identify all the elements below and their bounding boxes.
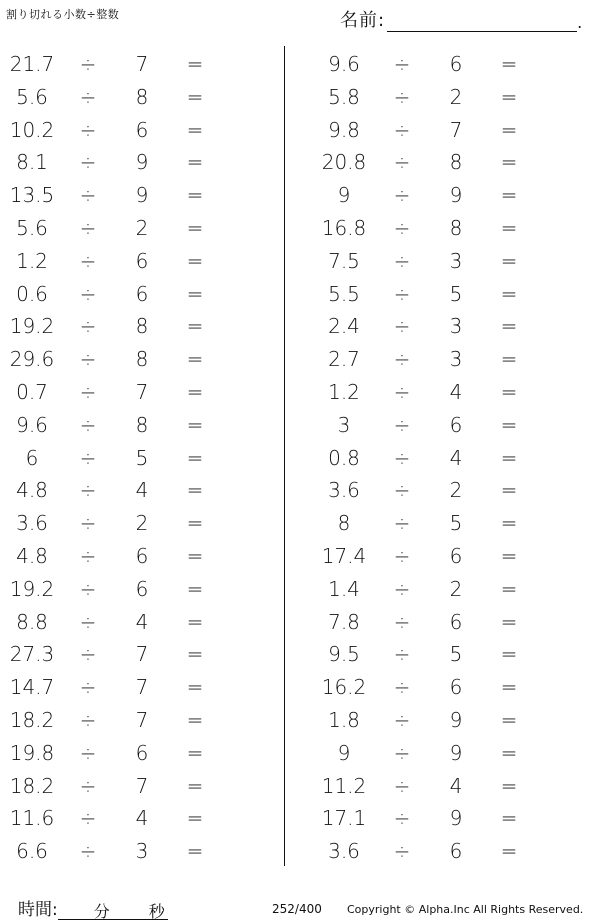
equals-sign: =: [500, 511, 518, 536]
dividend: 8.8: [16, 609, 48, 634]
divisor: 9: [449, 806, 463, 831]
problem-row: [0, 704, 284, 737]
dividend: 4.8: [16, 543, 48, 568]
division-sign: ÷: [393, 609, 411, 634]
problem-row: [0, 48, 284, 81]
equals-sign: =: [186, 445, 204, 470]
seconds-unit: 秒: [148, 902, 165, 921]
division-sign: ÷: [393, 379, 411, 404]
equals-sign: =: [500, 150, 518, 175]
division-sign: ÷: [393, 839, 411, 864]
division-sign: ÷: [79, 478, 97, 503]
division-sign: ÷: [393, 642, 411, 667]
division-sign: ÷: [79, 445, 97, 470]
problem-row: [300, 442, 600, 475]
equals-sign: =: [186, 150, 204, 175]
dividend: 3: [337, 412, 351, 437]
equals-sign: =: [186, 609, 204, 634]
equals-sign: =: [500, 445, 518, 470]
problem-row: [300, 802, 600, 835]
dividend: 0.7: [16, 379, 48, 404]
problem-row: [300, 310, 600, 343]
copyright-notice: Copyright © Alpha.Inc All Rights Reserved.: [347, 903, 584, 916]
equals-sign: =: [500, 379, 518, 404]
equals-sign: =: [186, 117, 204, 142]
dividend: 6.6: [16, 839, 48, 864]
divisor: 9: [449, 707, 463, 732]
division-sign: ÷: [79, 773, 97, 798]
division-sign: ÷: [79, 117, 97, 142]
dividend: 16.8: [321, 215, 367, 240]
equals-sign: =: [500, 806, 518, 831]
dividend: 9.6: [328, 52, 360, 76]
dividend: 3.6: [16, 511, 48, 536]
dividend: 9.6: [16, 412, 48, 437]
divisor: 3: [449, 347, 463, 372]
division-sign: ÷: [79, 248, 97, 273]
equals-sign: =: [500, 675, 518, 700]
division-sign: ÷: [79, 215, 97, 240]
dividend: 8: [337, 511, 351, 536]
problem-column-right: [300, 48, 600, 868]
equals-sign: =: [500, 412, 518, 437]
divisor: 7: [135, 707, 149, 732]
division-sign: ÷: [79, 281, 97, 306]
equals-sign: =: [500, 84, 518, 109]
division-sign: ÷: [393, 675, 411, 700]
division-sign: ÷: [393, 150, 411, 175]
equals-sign: =: [186, 740, 204, 765]
name-label: 名前:: [340, 10, 386, 31]
equals-sign: =: [500, 707, 518, 732]
divisor: 4: [449, 773, 463, 798]
dividend: 20.8: [321, 150, 367, 175]
problem-row: [300, 376, 600, 409]
divisor: 2: [449, 576, 463, 601]
dividend: 11.2: [321, 773, 367, 798]
equals-sign: =: [186, 576, 204, 601]
division-sign: ÷: [79, 412, 97, 437]
division-sign: ÷: [79, 609, 97, 634]
problem-row: [300, 114, 600, 147]
divisor: 8: [135, 314, 149, 339]
problem-row: [300, 146, 600, 179]
division-sign: ÷: [79, 347, 97, 372]
division-sign: ÷: [79, 707, 97, 732]
dividend: 1.4: [328, 576, 360, 601]
division-sign: ÷: [393, 773, 411, 798]
equals-sign: =: [186, 412, 204, 437]
divisor: 6: [449, 839, 463, 864]
dividend: 5.6: [16, 84, 48, 109]
problem-row: [0, 474, 284, 507]
problem-row: [0, 81, 284, 114]
dividend: 3.6: [328, 478, 360, 503]
divisor: 3: [135, 839, 149, 864]
divisor: 4: [135, 806, 149, 831]
equals-sign: =: [186, 52, 204, 76]
division-sign: ÷: [393, 117, 411, 142]
equals-sign: =: [500, 609, 518, 634]
divisor: 4: [135, 478, 149, 503]
divisor: 6: [449, 675, 463, 700]
division-sign: ÷: [79, 150, 97, 175]
equals-sign: =: [186, 215, 204, 240]
equals-sign: =: [500, 478, 518, 503]
equals-sign: =: [186, 806, 204, 831]
division-sign: ÷: [79, 183, 97, 208]
dividend: 0.8: [328, 445, 360, 470]
division-sign: ÷: [393, 707, 411, 732]
equals-sign: =: [500, 839, 518, 864]
dividend: 2.7: [328, 347, 360, 372]
problem-row: [300, 770, 600, 803]
divisor: 2: [449, 84, 463, 109]
divisor: 2: [135, 511, 149, 536]
dividend: 16.2: [321, 675, 367, 700]
problem-row: [0, 114, 284, 147]
divisor: 8: [449, 150, 463, 175]
problem-row: [300, 573, 600, 606]
dividend: 7.5: [328, 248, 360, 273]
divisor: 6: [449, 412, 463, 437]
dividend: 13.5: [9, 183, 55, 208]
equals-sign: =: [186, 314, 204, 339]
dividend: 11.6: [9, 806, 55, 831]
dividend: 1.2: [16, 248, 48, 273]
problem-row: [300, 474, 600, 507]
equals-sign: =: [186, 675, 204, 700]
problem-row: [300, 245, 600, 278]
divisor: 6: [449, 609, 463, 634]
equals-sign: =: [500, 52, 518, 76]
equals-sign: =: [500, 281, 518, 306]
equals-sign: =: [500, 183, 518, 208]
division-sign: ÷: [79, 675, 97, 700]
dividend: 9.5: [328, 642, 360, 667]
division-sign: ÷: [79, 511, 97, 536]
equals-sign: =: [186, 347, 204, 372]
divisor: 8: [135, 84, 149, 109]
divisor: 9: [135, 150, 149, 175]
dividend: 17.4: [321, 543, 367, 568]
division-sign: ÷: [393, 183, 411, 208]
name-blank-line: [387, 13, 577, 32]
problem-row: [300, 737, 600, 770]
problem-row: [0, 507, 284, 540]
equals-sign: =: [500, 347, 518, 372]
divisor: 4: [135, 609, 149, 634]
problem-row: [0, 606, 284, 639]
problem-row: [0, 245, 284, 278]
problem-row: [300, 606, 600, 639]
problem-row: [0, 442, 284, 475]
divisor: 7: [135, 773, 149, 798]
problem-row: [300, 540, 600, 573]
divisor: 6: [449, 543, 463, 568]
dividend: 21.7: [9, 52, 55, 76]
dividend: 1.2: [328, 379, 360, 404]
divisor: 5: [449, 281, 463, 306]
dividend: 4.8: [16, 478, 48, 503]
equals-sign: =: [186, 642, 204, 667]
dividend: 2.4: [328, 314, 360, 339]
dividend: 8.1: [16, 150, 48, 175]
problem-row: [300, 212, 600, 245]
division-sign: ÷: [393, 806, 411, 831]
divisor: 7: [135, 379, 149, 404]
equals-sign: =: [186, 543, 204, 568]
problem-row: [300, 343, 600, 376]
division-sign: ÷: [79, 314, 97, 339]
problem-row: [0, 146, 284, 179]
divisor: 4: [449, 379, 463, 404]
dividend: 5.8: [328, 84, 360, 109]
dividend: 7.8: [328, 609, 360, 634]
divisor: 6: [135, 248, 149, 273]
problem-row: [0, 671, 284, 704]
equals-sign: =: [186, 281, 204, 306]
division-sign: ÷: [79, 379, 97, 404]
problem-row: [0, 376, 284, 409]
divisor: 7: [135, 52, 149, 76]
problem-row: [300, 507, 600, 540]
division-sign: ÷: [393, 281, 411, 306]
divisor: 5: [135, 445, 149, 470]
problem-row: [300, 48, 600, 81]
division-sign: ÷: [393, 576, 411, 601]
problem-row: [0, 343, 284, 376]
problem-row: [0, 179, 284, 212]
problem-row: [0, 540, 284, 573]
problem-row: [0, 409, 284, 442]
dividend: 14.7: [9, 675, 55, 700]
division-sign: ÷: [79, 576, 97, 601]
divisor: 5: [449, 642, 463, 667]
divisor: 5: [449, 511, 463, 536]
divisor: 6: [135, 543, 149, 568]
equals-sign: =: [500, 740, 518, 765]
problem-row: [300, 671, 600, 704]
division-sign: ÷: [79, 84, 97, 109]
equals-sign: =: [500, 248, 518, 273]
divisor: 9: [449, 183, 463, 208]
problem-row: [0, 278, 284, 311]
division-sign: ÷: [393, 478, 411, 503]
problem-row: [0, 802, 284, 835]
page-number: 252/400: [272, 902, 322, 916]
division-sign: ÷: [393, 347, 411, 372]
dividend: 18.2: [9, 773, 55, 798]
divisor: 6: [135, 576, 149, 601]
divisor: 8: [135, 347, 149, 372]
divisor: 2: [449, 478, 463, 503]
problem-row: [300, 179, 600, 212]
worksheet-title: 割り切れる小数÷整数: [6, 8, 120, 21]
time-label: 時間:: [18, 900, 58, 920]
problem-row: [0, 737, 284, 770]
equals-sign: =: [500, 642, 518, 667]
dividend: 19.8: [9, 740, 55, 765]
dividend: 1.8: [328, 707, 360, 732]
divisor: 8: [449, 215, 463, 240]
time-blank-line: [58, 899, 168, 920]
division-sign: ÷: [393, 511, 411, 536]
problem-row: [0, 573, 284, 606]
dividend: 6: [25, 445, 39, 470]
equals-sign: =: [186, 511, 204, 536]
divisor: 7: [449, 117, 463, 142]
divisor: 8: [135, 412, 149, 437]
problem-row: [300, 278, 600, 311]
divisor: 7: [135, 675, 149, 700]
dividend: 5.5: [328, 281, 360, 306]
equals-sign: =: [500, 543, 518, 568]
problem-row: [300, 638, 600, 671]
equals-sign: =: [500, 314, 518, 339]
minutes-unit: 分: [93, 902, 110, 921]
dividend: 3.6: [328, 839, 360, 864]
dividend: 17.1: [321, 806, 367, 831]
division-sign: ÷: [79, 806, 97, 831]
equals-sign: =: [186, 839, 204, 864]
divisor: 9: [135, 183, 149, 208]
divisor: 3: [449, 314, 463, 339]
problem-row: [0, 835, 284, 868]
equals-sign: =: [186, 379, 204, 404]
problem-row: [300, 835, 600, 868]
dividend: 29.6: [9, 347, 55, 372]
division-sign: ÷: [79, 839, 97, 864]
problem-row: [0, 310, 284, 343]
equals-sign: =: [186, 478, 204, 503]
division-sign: ÷: [393, 215, 411, 240]
name-line-end: .: [577, 13, 583, 32]
column-divider: [284, 46, 285, 866]
problem-row: [300, 704, 600, 737]
problem-row: [0, 770, 284, 803]
dividend: 9: [337, 183, 351, 208]
divisor: 4: [449, 445, 463, 470]
divisor: 6: [449, 52, 463, 76]
problem-row: [0, 212, 284, 245]
division-sign: ÷: [393, 543, 411, 568]
equals-sign: =: [500, 117, 518, 142]
dividend: 5.6: [16, 215, 48, 240]
divisor: 6: [135, 281, 149, 306]
divisor: 2: [135, 215, 149, 240]
dividend: 18.2: [9, 707, 55, 732]
equals-sign: =: [500, 773, 518, 798]
problem-row: [300, 409, 600, 442]
division-sign: ÷: [393, 445, 411, 470]
dividend: 9: [337, 740, 351, 765]
division-sign: ÷: [79, 52, 97, 76]
equals-sign: =: [186, 183, 204, 208]
equals-sign: =: [500, 215, 518, 240]
problem-column-left: [0, 48, 284, 868]
divisor: 7: [135, 642, 149, 667]
division-sign: ÷: [79, 543, 97, 568]
dividend: 27.3: [9, 642, 55, 667]
problem-row: [300, 81, 600, 114]
division-sign: ÷: [393, 52, 411, 76]
divisor: 3: [449, 248, 463, 273]
name-field: [340, 6, 592, 32]
division-sign: ÷: [393, 248, 411, 273]
problem-row: [0, 638, 284, 671]
dividend: 0.6: [16, 281, 48, 306]
equals-sign: =: [500, 576, 518, 601]
divisor: 6: [135, 740, 149, 765]
dividend: 19.2: [9, 576, 55, 601]
division-sign: ÷: [393, 314, 411, 339]
dividend: 9.8: [328, 117, 360, 142]
division-sign: ÷: [79, 642, 97, 667]
division-sign: ÷: [393, 740, 411, 765]
division-sign: ÷: [79, 740, 97, 765]
division-sign: ÷: [393, 412, 411, 437]
equals-sign: =: [186, 248, 204, 273]
dividend: 19.2: [9, 314, 55, 339]
time-field: [18, 895, 168, 920]
dividend: 10.2: [9, 117, 55, 142]
divisor: 6: [135, 117, 149, 142]
division-sign: ÷: [393, 84, 411, 109]
equals-sign: =: [186, 773, 204, 798]
divisor: 9: [449, 740, 463, 765]
equals-sign: =: [186, 84, 204, 109]
equals-sign: =: [186, 707, 204, 732]
